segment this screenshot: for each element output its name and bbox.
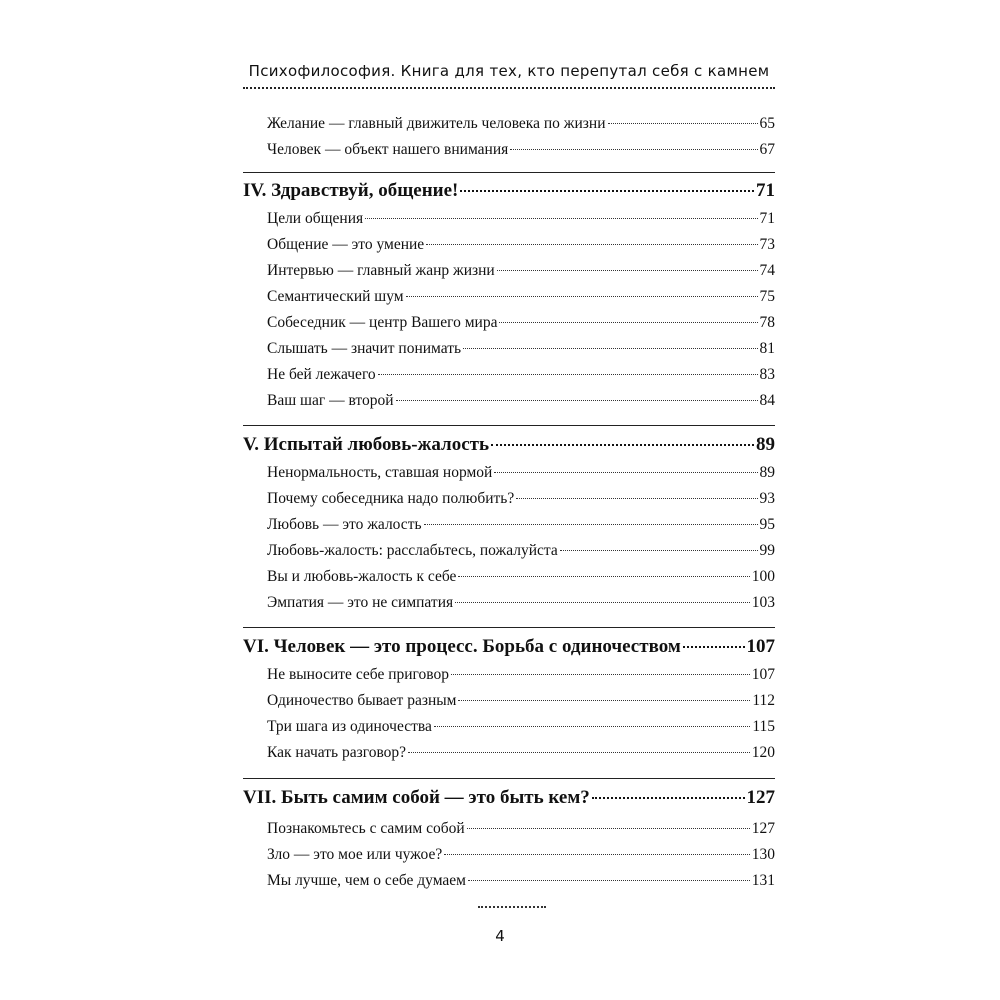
- toc-entry-page: 78: [759, 314, 775, 331]
- dot-leader: [560, 550, 758, 551]
- toc-entry[interactable]: [243, 594, 775, 618]
- toc-entry-page: 112: [752, 692, 775, 709]
- toc-entry-page: 81: [759, 340, 775, 357]
- toc-entry[interactable]: [243, 236, 775, 260]
- dot-leader: [516, 498, 757, 499]
- toc-entry[interactable]: [243, 464, 775, 488]
- dot-leader: [683, 646, 745, 648]
- toc-entry-page: 89: [759, 464, 775, 481]
- toc-entry-title: Почему собеседника надо полюбить?: [267, 490, 515, 507]
- toc-entry[interactable]: [243, 210, 775, 234]
- toc-entry-title: Семантический шум: [267, 288, 404, 305]
- toc-entry[interactable]: [243, 314, 775, 338]
- dot-leader: [608, 123, 758, 124]
- dot-leader: [408, 752, 750, 753]
- dot-leader: [592, 797, 745, 799]
- toc-entry[interactable]: [243, 516, 775, 540]
- toc-entry-title: Человек — объект нашего внимания: [267, 141, 509, 158]
- dot-leader: [444, 854, 750, 855]
- toc-entry-title: Мы лучше, чем о себе думаем: [267, 872, 466, 889]
- toc-entry-page: 103: [751, 594, 775, 611]
- section-divider: [243, 778, 775, 779]
- toc-entry-page: 75: [759, 288, 775, 305]
- toc-entry-title: Как начать разговор?: [267, 744, 407, 761]
- toc-entry[interactable]: [243, 666, 775, 690]
- toc-entry-page: 100: [751, 568, 775, 585]
- toc-entry[interactable]: [243, 820, 775, 844]
- dot-leader: [458, 576, 749, 577]
- chapter-heading[interactable]: [243, 180, 775, 208]
- toc-entry-page: 99: [759, 542, 775, 559]
- dot-leader: [458, 700, 750, 701]
- dot-leader: [468, 880, 750, 881]
- toc-entry-page: 83: [759, 366, 775, 383]
- toc-entry-title: Любовь-жалость: расслабьтесь, пожалуйста: [267, 542, 558, 559]
- section-divider: [243, 425, 775, 426]
- header-dotted-rule: [243, 87, 775, 89]
- toc-entry-page: 130: [751, 846, 775, 863]
- chapter-page: 71: [756, 180, 775, 201]
- toc-entry[interactable]: [243, 141, 775, 165]
- dot-leader: [424, 524, 758, 525]
- toc-entry-title: Вы и любовь-жалость к себе: [267, 568, 457, 585]
- toc-entry-page: 65: [759, 115, 775, 132]
- chapter-page: 89: [756, 434, 775, 455]
- toc-entry[interactable]: [243, 490, 775, 514]
- toc-entry[interactable]: [243, 262, 775, 286]
- section-divider: [243, 627, 775, 628]
- dot-leader: [434, 726, 750, 727]
- toc-entry[interactable]: [243, 340, 775, 364]
- toc-entry-page: 84: [759, 392, 775, 409]
- toc-entry-page: 131: [751, 872, 775, 889]
- footer-dotted-rule: [478, 906, 546, 908]
- running-head-title: Психофилософия. Книга для тех, кто перепутал себя с камнем: [248, 62, 770, 80]
- toc-entry-page: 67: [759, 141, 775, 158]
- toc-entry[interactable]: [243, 115, 775, 139]
- toc-entry-title: Не бей лежачего: [267, 366, 376, 383]
- dot-leader: [451, 674, 750, 675]
- toc-entry-title: Желание — главный движитель человека по жизни: [267, 115, 606, 132]
- toc-entry[interactable]: [243, 568, 775, 592]
- toc-entry-title: Одиночество бывает разным: [267, 692, 457, 709]
- chapter-heading[interactable]: [243, 787, 775, 815]
- dot-leader: [491, 444, 754, 446]
- dot-leader: [365, 218, 757, 219]
- toc-entry[interactable]: [243, 392, 775, 416]
- page-number: 4: [495, 927, 505, 945]
- toc-entry-title: Общение — это умение: [267, 236, 425, 253]
- toc-entry[interactable]: [243, 744, 775, 768]
- toc-entry-page: 71: [759, 210, 775, 227]
- toc-entry-page: 115: [752, 718, 775, 735]
- dot-leader: [426, 244, 757, 245]
- dot-leader: [406, 296, 758, 297]
- dot-leader: [463, 348, 757, 349]
- toc-entry[interactable]: [243, 846, 775, 870]
- section-divider: [243, 172, 775, 173]
- dot-leader: [510, 149, 757, 150]
- dot-leader: [497, 270, 758, 271]
- chapter-title: V. Испытай любовь-жалость: [243, 434, 490, 455]
- toc-entry-page: 127: [751, 820, 775, 837]
- dot-leader: [378, 374, 758, 375]
- toc-entry[interactable]: [243, 718, 775, 742]
- toc-entry-title: Ваш шаг — второй: [267, 392, 394, 409]
- chapter-title: VI. Человек — это процесс. Борьба с одиночеством: [243, 636, 681, 657]
- chapter-heading[interactable]: [243, 434, 775, 462]
- dot-leader: [460, 190, 754, 192]
- toc-entry[interactable]: [243, 872, 775, 896]
- toc-entry[interactable]: [243, 366, 775, 390]
- toc-entry-page: 74: [759, 262, 775, 279]
- toc-entry-title: Собеседник — центр Вашего мира: [267, 314, 498, 331]
- toc-entry-page: 120: [751, 744, 775, 761]
- chapter-title: VII. Быть самим собой — это быть кем?: [243, 787, 590, 808]
- toc-entry-title: Интервью — главный жанр жизни: [267, 262, 495, 279]
- dot-leader: [499, 322, 757, 323]
- toc-entry-title: Не выносите себе приговор: [267, 666, 449, 683]
- dot-leader: [467, 828, 750, 829]
- dot-leader: [455, 602, 750, 603]
- toc-entry[interactable]: [243, 692, 775, 716]
- toc-entry-page: 73: [759, 236, 775, 253]
- toc-entry-title: Цели общения: [267, 210, 364, 227]
- toc-entry-page: 93: [759, 490, 775, 507]
- dot-leader: [494, 472, 757, 473]
- toc-entry-page: 95: [759, 516, 775, 533]
- dot-leader: [396, 400, 758, 401]
- toc-entry-page: 107: [751, 666, 775, 683]
- toc-entry-title: Три шага из одиночества: [267, 718, 432, 735]
- toc-entry-title: Любовь — это жалость: [267, 516, 422, 533]
- chapter-page: 127: [746, 787, 775, 808]
- toc-entry-title: Слышать — значит понимать: [267, 340, 462, 357]
- toc-entry-title: Зло — это мое или чужое?: [267, 846, 443, 863]
- chapter-page: 107: [746, 636, 775, 657]
- toc-entry-title: Эмпатия — это не симпатия: [267, 594, 454, 611]
- toc-entry-title: Познакомьтесь с самим собой: [267, 820, 465, 837]
- toc-entry-title: Ненормальность, ставшая нормой: [267, 464, 493, 481]
- chapter-heading[interactable]: [243, 636, 775, 664]
- toc-entry[interactable]: [243, 542, 775, 566]
- chapter-title: IV. Здравствуй, общение!: [243, 180, 459, 201]
- toc-entry[interactable]: [243, 288, 775, 312]
